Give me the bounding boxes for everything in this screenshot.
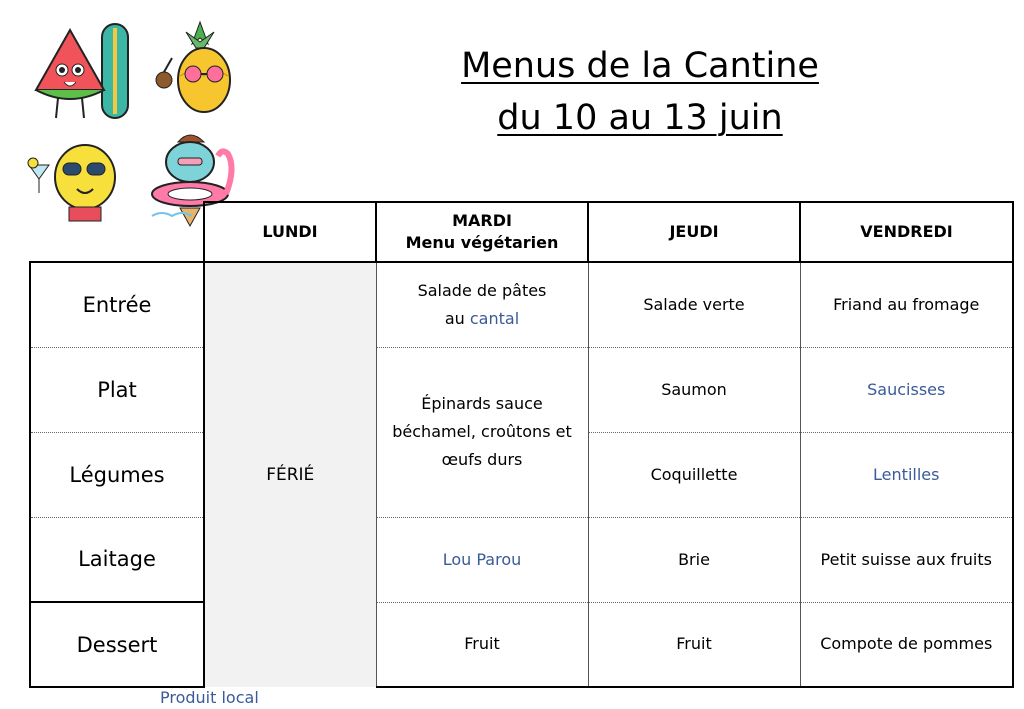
mardi-plat-line2: béchamel, croûtons et: [392, 422, 572, 441]
vendredi-laitage: Petit suisse aux fruits: [800, 517, 1013, 602]
jeudi-legumes: Coquillette: [588, 432, 800, 517]
header-lundi: LUNDI: [204, 202, 376, 262]
mardi-laitage: Lou Parou: [376, 517, 588, 602]
header-vendredi: VENDREDI: [800, 202, 1013, 262]
row-label-laitage: Laitage: [30, 517, 204, 602]
vendredi-plat: Saucisses: [800, 347, 1013, 432]
watermelon-surfboard-icon: [28, 20, 138, 125]
mardi-entree-local: cantal: [469, 308, 520, 328]
jeudi-laitage: Brie: [588, 517, 800, 602]
jeudi-dessert: Fruit: [588, 602, 800, 687]
header-mardi: [376, 202, 588, 262]
table-row: [30, 602, 1013, 687]
lundi-ferie-cell: FÉRIÉ: [204, 262, 376, 687]
table-row: [30, 517, 1013, 602]
header-mardi-day: MARDI: [452, 211, 512, 230]
row-label-entree: Entrée: [30, 262, 204, 347]
mardi-plat-line1: Épinards sauce: [421, 394, 543, 413]
title-line-1: Menus de la Cantine: [461, 46, 819, 86]
mardi-dessert: Fruit: [376, 602, 588, 687]
table-row: [30, 347, 1013, 432]
mardi-plat-line3: œufs durs: [441, 450, 523, 469]
mardi-entree-prefix: au: [444, 308, 470, 328]
pineapple-sunglasses-icon: [150, 18, 250, 123]
table-row: [30, 262, 1013, 347]
legend-local-product: Produit local: [160, 688, 259, 707]
mardi-entree: [376, 262, 588, 347]
header-corner: [30, 202, 204, 262]
vendredi-entree: Friand au fromage: [800, 262, 1013, 347]
header-row: [30, 202, 1013, 262]
row-label-plat: Plat: [30, 347, 204, 432]
vendredi-dessert: Compote de pommes: [800, 602, 1013, 687]
vendredi-legumes: Lentilles: [800, 432, 1013, 517]
jeudi-plat: Saumon: [588, 347, 800, 432]
menu-table: [29, 201, 1014, 688]
row-label-legumes: Légumes: [30, 432, 204, 517]
header-mardi-note: Menu végétarien: [405, 233, 559, 252]
page-title: [420, 40, 860, 144]
mardi-plat: [376, 347, 588, 517]
mardi-entree-line1: Salade de pâtes: [417, 280, 547, 300]
jeudi-entree: Salade verte: [588, 262, 800, 347]
header-jeudi: JEUDI: [588, 202, 800, 262]
row-label-dessert: Dessert: [30, 602, 204, 687]
title-line-2: du 10 au 13 juin: [497, 98, 783, 138]
